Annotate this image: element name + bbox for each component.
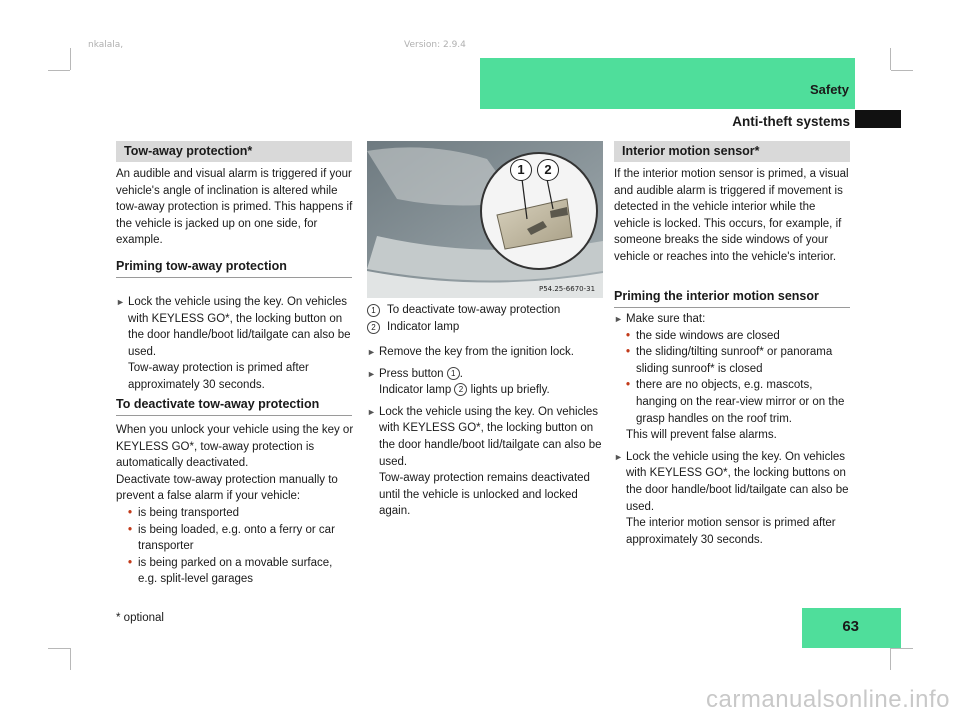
deactivate-tow-body	[116, 422, 354, 588]
step-text-end: .	[459, 367, 463, 380]
step-text: Lock the vehicle using the key. On vehicles with KEYLESS GO*, the locking buttons on the door handle/boot lid/tailgate can also be used.	[626, 450, 849, 513]
legend-number: 2	[367, 321, 380, 334]
list-item-text: the side windows are closed	[636, 329, 780, 342]
legend-item	[367, 319, 605, 336]
tow-away-heading: Tow-away protection*	[116, 141, 352, 162]
mirror-illustration	[367, 141, 603, 298]
page-number-tab	[802, 608, 901, 648]
bullet-icon: •	[626, 329, 631, 342]
step-note: Tow-away protection remains deactivated until the vehicle is unlocked and locked again.	[379, 472, 590, 518]
crop-mark	[70, 648, 71, 670]
crop-mark	[891, 648, 913, 649]
step	[614, 311, 852, 328]
priming-tow-steps	[116, 294, 354, 394]
page-title: Anti-theft systems	[732, 114, 850, 129]
bullet-icon: •	[128, 523, 133, 536]
step-text: Make sure that:	[626, 313, 706, 325]
list-item-text: is being parked on a movable surface, e.g. split-level garages	[138, 556, 333, 586]
list-item-text: is being transported	[138, 506, 240, 519]
list-item	[614, 377, 852, 427]
note-text: lights up briefly.	[470, 384, 550, 397]
bullet-icon: •	[128, 556, 133, 569]
list-item	[116, 505, 354, 522]
bullet-icon: •	[626, 379, 631, 392]
list-item	[116, 522, 354, 555]
list-item	[116, 555, 354, 588]
list-item	[614, 344, 852, 377]
bullet-icon: •	[128, 506, 133, 519]
crop-mark	[890, 48, 891, 70]
step	[614, 449, 852, 515]
button-ref-number: 1	[447, 367, 460, 380]
lamp-ref-number: 2	[454, 383, 467, 396]
priming-motion-heading: Priming the interior motion sensor	[614, 289, 850, 308]
legend-item	[367, 302, 605, 319]
crop-mark	[48, 70, 70, 71]
legend-number: 1	[367, 304, 380, 317]
step-note: The interior motion sensor is primed after approximately 30 seconds.	[626, 517, 836, 546]
step-note: This will prevent false alarms.	[626, 429, 777, 442]
crop-mark	[891, 70, 913, 71]
crop-mark	[48, 648, 70, 649]
callout-1: 1	[510, 159, 532, 181]
step	[367, 404, 605, 470]
tow-away-intro: An audible and visual alarm is triggered if your vehicle's angle of inclination is altered while tow-away protection is primed. This happens if the vehicle is jacked up on one side, for example.	[116, 168, 353, 247]
legend-text: Indicator lamp	[387, 320, 460, 333]
legend-text: To deactivate tow-away protection	[387, 304, 561, 316]
arrow-icon: ►	[367, 347, 376, 357]
illustration-legend	[367, 302, 605, 335]
step-text: Press button	[379, 367, 444, 380]
arrow-icon: ►	[367, 406, 376, 417]
bullet-icon: •	[626, 346, 631, 359]
list-item-text: is being loaded, e.g. onto a ferry or car transporter	[138, 523, 335, 553]
page-number: 63	[842, 618, 859, 635]
arrow-icon: ►	[614, 451, 623, 462]
list-item	[614, 328, 852, 345]
step-note	[367, 382, 605, 399]
list-item-text: there are no objects, e.g. mascots, hanging on the rear-view mirror or on the grasp handles on the roof trim.	[636, 379, 845, 425]
crop-mark	[70, 48, 71, 70]
step	[116, 294, 354, 360]
header-black-block	[855, 110, 901, 128]
arrow-icon: ►	[116, 297, 125, 307]
deactivate-p2: Deactivate tow-away protection manually to prevent a false alarm if your vehicle:	[116, 473, 338, 503]
priming-tow-heading: Priming tow-away protection	[116, 259, 352, 278]
watermark: carmanualsonline.info	[706, 686, 950, 713]
deactivate-p1: When you unlock your vehicle using the key or KEYLESS GO*, tow-away protection is automatically deactivated.	[116, 424, 354, 470]
step-text: Lock the vehicle using the key. On vehicles with KEYLESS GO*, the locking button on the door handle/boot lid/tailgate can also be used.	[379, 405, 602, 468]
meta-left: nkalala,	[88, 40, 124, 50]
note-text: Indicator lamp	[379, 384, 452, 397]
motion-sensor-heading: Interior motion sensor*	[614, 141, 850, 162]
callout-2: 2	[537, 159, 559, 181]
step	[367, 366, 605, 383]
deactivate-steps	[367, 344, 605, 520]
meta-center: Version: 2.9.4	[404, 40, 466, 50]
section-tab-label: Safety	[809, 82, 849, 97]
step	[367, 344, 605, 361]
footnote: * optional	[116, 612, 164, 624]
crop-mark	[890, 648, 891, 670]
section-tab	[480, 58, 855, 109]
priming-motion-steps	[614, 311, 852, 548]
deactivate-tow-heading: To deactivate tow-away protection	[116, 397, 352, 416]
list-item-text: the sliding/tilting sunroof* or panorama sliding sunroof* is closed	[636, 346, 833, 375]
image-code: P54.25-6670-31	[539, 285, 596, 293]
arrow-icon: ►	[614, 314, 623, 324]
step-text: Remove the key from the ignition lock.	[379, 346, 574, 358]
motion-sensor-intro: If the interior motion sensor is primed, a visual and audible alarm is triggered if movement is detected in the vehicle interior while the vehicle is locked. This occurs, for example, if someone breaks the side windows of your vehicle or reaches into the vehicle's interior.	[614, 168, 849, 263]
mirror-photo	[367, 141, 603, 298]
step-note: Tow-away protection is primed after approximately 30 seconds.	[128, 362, 309, 391]
step-text: Lock the vehicle using the key. On vehicles with KEYLESS GO*, the locking button on the door handle/boot lid/tailgate can also be used.	[128, 296, 351, 358]
arrow-icon: ►	[367, 368, 376, 379]
